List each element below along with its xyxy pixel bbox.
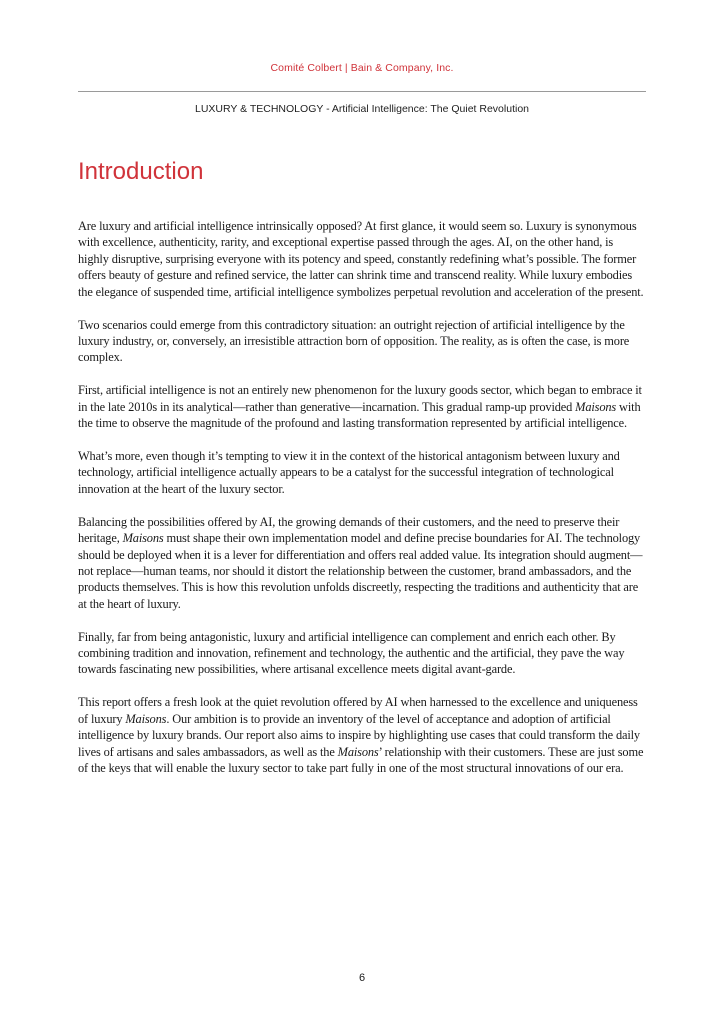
maisons-emphasis: Maisons: [337, 744, 379, 759]
paragraph-7-part-c: ’ relationship with their customers. These are just some of the keys that will enable the luxury sector to take part fully in one of the most structural innovations of our era.: [78, 744, 644, 775]
paragraph-7-part-a: This report offers a fresh look at the quiet revolution offered by AI when harnessed to the excellence and uniqueness of luxury: [78, 695, 638, 726]
report-subtitle: LUXURY & TECHNOLOGY - Artificial Intelligence: The Quiet Revolution: [194, 103, 529, 115]
maisons-emphasis: Maisons: [122, 531, 164, 546]
paragraph-5-part-a: Balancing the possibilities offered by AI, the growing demands of their customers, and the need to preserve their heritage,: [78, 514, 620, 546]
maisons-emphasis: Maisons: [575, 399, 617, 414]
paragraph-4: What’s more, even though it’s tempting to view it in the context of the historical antagonism between luxury and technology, artificial intelligence actually appears to be a catalyst for the successful integration of technological innovation at the heart of the luxury sector.: [78, 448, 620, 496]
paragraph-7: [78, 694, 646, 776]
paragraph-5-part-b: must shape their own implementation model and define precise boundaries for AI. The technology should be deployed when it is a lever for differentiation and offers real added value. Its integration should augment—not replace—human teams, nor should it distort the relationship between the customer, brand ambassadors, and the products themselves. This is how this revolution unfolds discreetly, respecting the traditions and authenticity that are at the heart of luxury.: [78, 531, 643, 611]
header-divider: [78, 91, 646, 92]
paragraph-2: Two scenarios could emerge from this contradictory situation: an outright rejection of artificial intelligence by the luxury industry, or, conversely, an irresistible attraction born of opposition. The reality, as is often the case, is more complex.: [78, 317, 630, 365]
paragraph-7-part-b: . Our ambition is to provide an inventory of the level of acceptance and adoption of artificial intelligence by luxury brands. Our report also aims to inspire by highlighting use cases that could transform the daily lives of artisans and sales ambassadors, as well as the: [78, 711, 640, 759]
paragraph-1: Are luxury and artificial intelligence intrinsically opposed? At first glance, it would seem so. Luxury is synonymous with excellence, authenticity, rarity, and exceptional expertise passed through the ages. AI, on the other hand, is highly disruptive, surprising everyone with its potency and speed, constantly redefining what’s possible. The former offers beauty of gesture and refined service, the latter can shrink time and transcend reality. While luxury embodies the elegance of suspended time, artificial intelligence symbolizes perpetual revolution and acceleration of the present.: [78, 219, 644, 299]
page-number: 6: [358, 972, 366, 984]
maisons-emphasis: Maisons: [125, 711, 167, 726]
page-title: Introduction: [78, 158, 204, 185]
paragraph-3-part-b: with the time to observe the magnitude of the profound and lasting transformation represented by artificial intelligence.: [78, 399, 641, 431]
header-organizations: Comité Colbert | Bain & Company, Inc.: [270, 62, 454, 74]
paragraph-6: Finally, far from being antagonistic, luxury and artificial intelligence can complement and enrich each other. By combining tradition and innovation, refinement and technology, the authentic and the artificial, they pave the way towards fascinating new possibilities, where artisanal excellence meets digital avant-garde.: [78, 629, 625, 677]
body-text: [78, 218, 646, 793]
paragraph-3-part-a: First, artificial intelligence is not an entirely new phenomenon for the luxury goods sector, which began to embrace it in the late 2010s in its analytical—rather than generative—incarnation. This gradual ramp-up provided: [78, 383, 642, 414]
paragraph-3: [78, 382, 646, 431]
paragraph-5: [78, 514, 646, 612]
